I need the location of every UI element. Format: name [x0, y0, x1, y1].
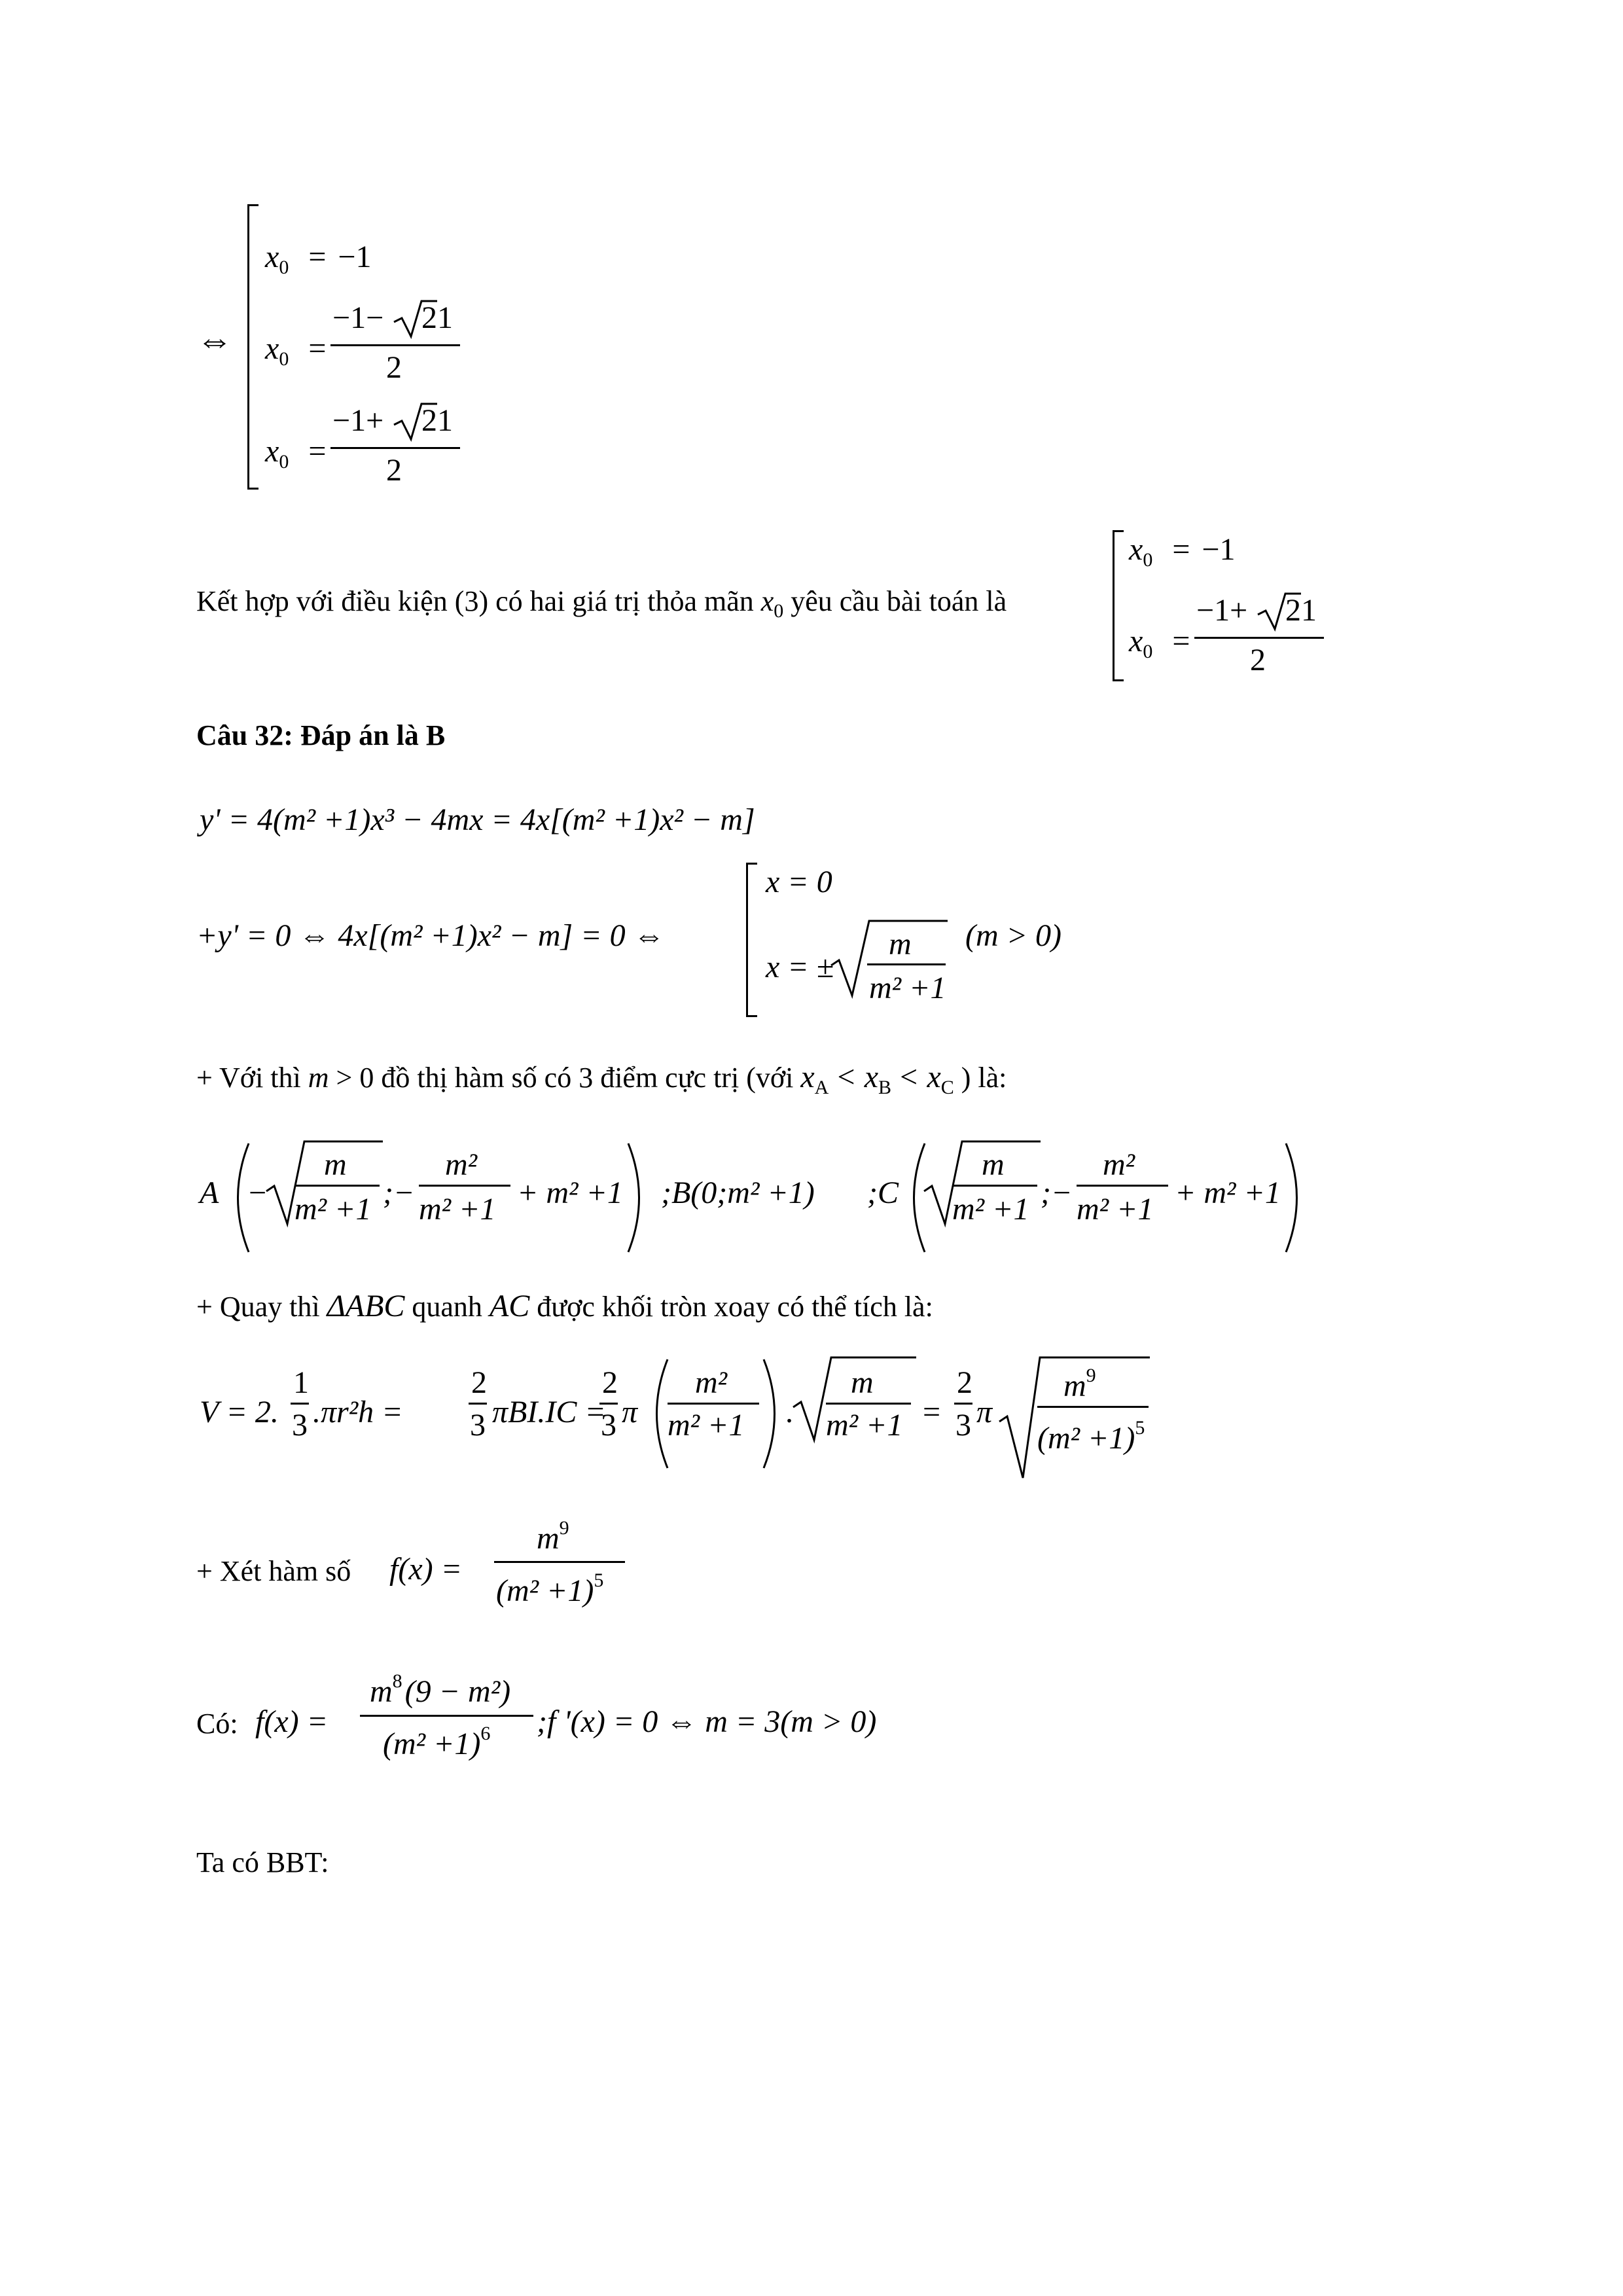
bbt-label: Ta có BBT:	[196, 1846, 329, 1878]
volume-two: 2	[471, 1365, 487, 1400]
case-row-3-denominator: 2	[386, 453, 402, 488]
case-row-1: $x_0 = -1$	[265, 240, 372, 278]
combine-row-1: $x_0 = -1$	[1129, 532, 1236, 571]
volume-den5: $(m^2 +1)^5$	[1037, 1417, 1145, 1456]
volume-three: 3	[292, 1408, 308, 1443]
point-c-y-numerator: m²	[1103, 1147, 1135, 1182]
combine-row-2-lhs: $x_0$ =	[1129, 624, 1190, 662]
fraction-line	[330, 344, 460, 346]
consider-fx-numerator: $m^9$	[537, 1517, 569, 1556]
have-fx-tail: ;f '(x) = 0 ⇔ m = 3(m > 0)	[537, 1704, 877, 1739]
combine-row-2-numerator: −1+	[1196, 593, 1248, 628]
point-a-y-tail: + m² +1	[517, 1175, 623, 1210]
volume-pi: π	[622, 1395, 638, 1429]
zero-equation: +y' = 0 ⇔ 4x[(m² +1)x² − m] = 0 ⇔	[196, 918, 665, 953]
point-a-neg: −	[249, 1175, 267, 1210]
have-label: Có:	[196, 1708, 238, 1740]
question-heading: Câu 32: Đáp án là B	[196, 719, 446, 751]
point-c-label: ;C	[867, 1175, 899, 1210]
volume-eq: =	[923, 1395, 941, 1429]
point-a-label: A	[200, 1175, 219, 1210]
derivative-equation: y' = 4(m² +1)x³ − 4mx = 4x[(m² +1)x² − m]	[200, 802, 755, 837]
volume-m: m	[851, 1365, 874, 1400]
point-a-x-denominator: m² +1	[294, 1192, 372, 1227]
case-row-2-numerator: −1−	[332, 300, 384, 335]
case-row-3-numerator: −1+	[332, 403, 384, 438]
point-a-y-numerator: m²	[445, 1147, 478, 1182]
case-bracket	[1113, 530, 1124, 681]
consider-fx: f(x) =	[389, 1552, 462, 1587]
volume-dot: .	[785, 1395, 793, 1429]
volume-lhs: V = 2.	[200, 1395, 279, 1429]
volume-one: 1	[293, 1365, 309, 1400]
case-row-3-lhs: $x_0$ =	[265, 434, 327, 473]
rotation-sentence: + Quay thì ΔABC quanh AC được khối tròn xoay có thể tích là:	[196, 1289, 933, 1323]
fraction-line	[1077, 1185, 1168, 1187]
paren-right	[1283, 1142, 1309, 1253]
combine-row-2-radicand: 21	[1285, 593, 1317, 628]
have-fx-numerator: $m^8(9 - m^2)$	[370, 1670, 511, 1709]
consider-fx-denominator: $(m^2 +1)^5$	[496, 1570, 604, 1608]
fraction-line	[1037, 1406, 1149, 1408]
case-row-2-lhs: $x_0$ =	[265, 331, 327, 370]
volume-three-c: 3	[601, 1408, 616, 1443]
zero-root-2-prefix: x = ±	[766, 950, 834, 984]
fraction-line	[668, 1403, 759, 1405]
fraction-line	[360, 1715, 533, 1717]
fraction-line	[599, 1403, 618, 1405]
fraction-line	[867, 963, 946, 965]
case-row-2-radicand: 21	[421, 300, 453, 335]
point-b: ;B(0;m² +1)	[661, 1175, 815, 1210]
iff-symbol: ⇔	[196, 320, 233, 361]
volume-m2p1-b: m² +1	[826, 1408, 903, 1443]
fraction-line	[294, 1185, 380, 1187]
volume-three-d: 3	[955, 1408, 971, 1443]
zero-root-1: x = 0	[766, 865, 832, 899]
volume-two-c: 2	[602, 1365, 618, 1400]
combine-row-2-denominator: 2	[1250, 643, 1266, 677]
consider-label: + Xét hàm số	[196, 1555, 351, 1587]
point-c-x-numerator: m	[982, 1147, 1005, 1182]
fraction-line	[419, 1185, 510, 1187]
fraction-line	[952, 1185, 1037, 1187]
volume-m2p1: m² +1	[668, 1408, 745, 1443]
volume-mid1: .πr²h =	[313, 1395, 403, 1429]
paren-right	[760, 1358, 787, 1469]
extrema-sentence: + Với thì m > 0 đồ thị hàm số có 3 điểm cực trị (với $x_A < x_B < x_C$ ) là:	[196, 1060, 1007, 1098]
fraction-line	[826, 1403, 911, 1405]
have-fx-denominator: $(m^2 +1)^6$	[383, 1723, 491, 1761]
fraction-line	[291, 1403, 309, 1405]
volume-pi-b: π	[976, 1395, 993, 1429]
case-row-2-denominator: 2	[386, 350, 402, 385]
paren-right	[625, 1142, 651, 1253]
point-c-y-denominator: m² +1	[1077, 1192, 1154, 1227]
point-a-x-numerator: m	[324, 1147, 347, 1182]
point-a-y-denominator: m² +1	[419, 1192, 496, 1227]
fraction-line	[494, 1561, 625, 1563]
zero-root-2-denominator: m² +1	[869, 971, 946, 1005]
fraction-line	[954, 1403, 972, 1405]
fraction-line	[469, 1403, 487, 1405]
point-c-x-denominator: m² +1	[952, 1192, 1029, 1227]
fraction-line	[1194, 637, 1324, 639]
paren-left	[645, 1358, 671, 1469]
point-a-sep: ;−	[383, 1175, 415, 1210]
paren-left	[226, 1142, 252, 1253]
combine-text: Kết hợp với điều kiện (3) có hai giá trị thỏa mãn $x_0$ yêu cầu bài toán là	[196, 585, 1007, 622]
volume-m2: m²	[695, 1365, 728, 1400]
point-c-sep: ;−	[1041, 1175, 1073, 1210]
case-bracket	[746, 863, 757, 1017]
point-c-y-tail: + m² +1	[1175, 1175, 1281, 1210]
zero-condition: (m > 0)	[965, 918, 1062, 953]
volume-three-b: 3	[470, 1408, 486, 1443]
volume-mid2: πBI.IC =	[492, 1395, 606, 1429]
volume-m9: $m^9$	[1063, 1365, 1096, 1403]
zero-root-2-numerator: m	[889, 927, 912, 961]
case-bracket	[247, 204, 259, 490]
have-fx: f(x) =	[255, 1704, 328, 1739]
volume-two-d: 2	[957, 1365, 972, 1400]
fraction-line	[330, 447, 460, 449]
case-row-3-radicand: 21	[421, 403, 453, 438]
